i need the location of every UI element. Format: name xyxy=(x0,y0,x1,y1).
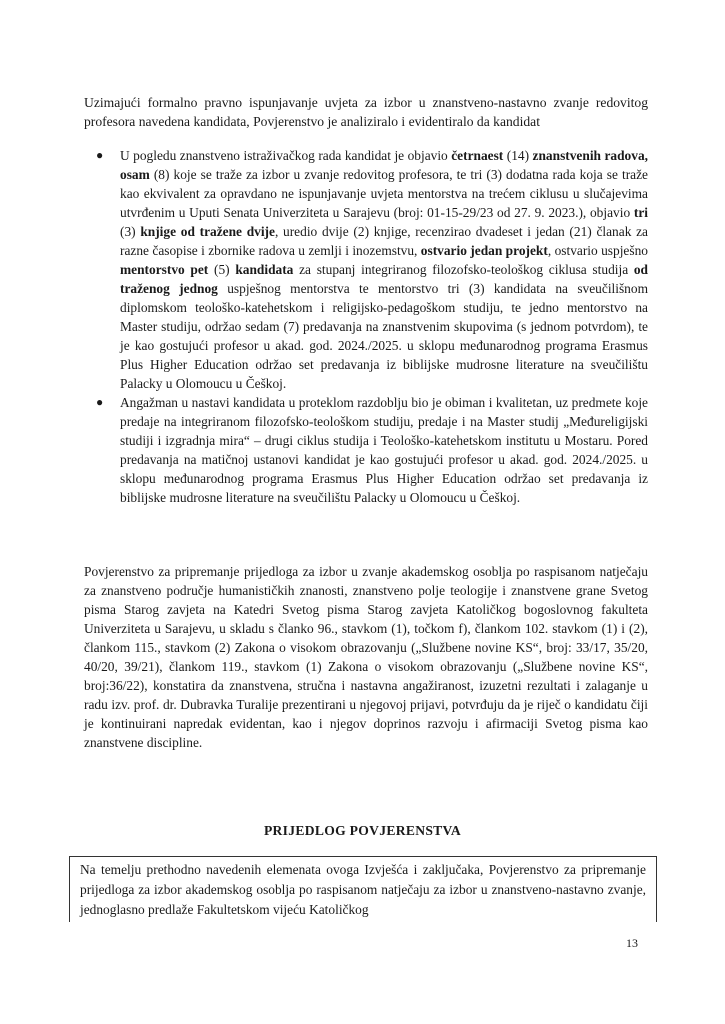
intro-paragraph: Uzimajući formalno pravno ispunjavanje uvjeta za izbor u znanstveno-nastavno zvanje redovitog profesora navedena kandidata, Povjerenstvo je analiziralo i evidentiralo da kandidat xyxy=(84,95,648,129)
bullet-text-2: Angažman u nastavi kandidata u proteklom razdoblju bio je obiman i kvalitetan, uz predmete koje predaje na integriranom filozofsko-teološkom studiju, predaje i na Master studij „Međureligijski studiji i izgradnja mira“ – drugi ciklus studija i Teološko-katehetskom institutu u Mostaru. Pored predavanja na matičnoj ustanovi kandidat je kao gostujući profesor u akad. god. 2024./2025. u sklopu međunarodnog programa Erasmus Plus Higher Education održao set predavanja iz biblijske mudrosne literature na sveučilištu Palacky u Olomoucu u Češkoj. xyxy=(120,395,648,505)
section-title: PRIJEDLOG POVJERENSTVA xyxy=(263,823,462,838)
committee-conclusion-paragraph: Povjerenstvo za pripremanje prijedloga za izbor u zvanje akademskog osoblja po raspisanom natječaju za znanstveno područje humanističkih znanosti, znanstveno polje teologije i znanstvene grane Svetog pisma Starog zavjeta na Katedri Svetog pisma Starog zavjeta Katoličkog bogoslovnog fakulteta Univerziteta u Sarajevu, u skladu s članko 96., stavkom (1), točkom f), člankom 102. stavkom (1) i (2), člankom 115., stavkom (2) Zakona o visokom obrazovanju („Službene novine KS“, broj: 33/17, 35/20, 40/20, 39/21), člankom 119., stavkom (1) Zakona o visokom obrazovanju („Službene novine KS“, broj:36/22), konstatira da znanstvena, stručna i nastavna angažiranost, izuzetni rezultati i zalaganje u radu izv. prof. dr. Dubravka Turalije prezentirani u njegovoj prijavi, potvrđuju da je riječ o kandidatu čiji je kontinuirani napredak evidentan, kao i njegov doprinos razvoju i afirmaciji Svetog pisma kao znanstvene discipline. xyxy=(84,564,648,750)
list-item xyxy=(84,393,648,507)
findings-list xyxy=(84,146,648,507)
proposal-box: Na temelju prethodno navedenih elemenata ovoga Izvješća i zaključaka, Povjerenstvo za pripremanje prijedloga za izbor akademskog osoblja po raspisanom natječaju za izbor u znanstveno-nastavno zvanje, jednoglasno predlaže Fakultetskom vijeću Katoličkog xyxy=(69,856,657,922)
list-item xyxy=(84,146,648,393)
bullet-icon: ● xyxy=(96,148,104,162)
bullet-text-1: U pogledu znanstveno istraživačkog rada kandidat je objavio četrnaest (14) znanstvenih radova, osam (8) koje se traže za izbor u zvanje redovitog profesora, te tri (3) dodatna rada koja se traže kao ekvivalent za opravdano ne ispunjavanje uvjeta mentorstva na trećem ciklusu u slučajevima utvrđenim u Uputi Senata Univerziteta u Sarajevu (broj: 01-15-29/23 od 27. 9. 2023.), objavio tri (3) knjige od tražene dvije, uredio dvije (2) knjige, recenzirao dvadeset i jedan (21) članak za razne časopise i zbornike radova u zemlji i inozemstvu, ostvario jedan projekt, ostvario uspješno mentorstvo pet (5) kandidata za stupanj integriranog filozofsko-teološkog ciklusa studija od traženog jednog uspješnog mentorstva te mentorstvo tri (3) kandidata na sveučilišnom diplomskom teološko-katehetskom i religijsko-pedagoškom studiju, te jedno mentorstvo na Master studiju, održao sedam (7) predavanja na znanstvenim skupovima (s jednom potvrdom), te je kao gostujući profesor u akad. god. 2024./2025. u sklopu međunarodnog programa Erasmus Plus Higher Education održao set predavanja iz biblijske mudrosne literature na sveučilištu Palacky u Olomoucu u Češkoj. xyxy=(120,148,649,391)
bullet-icon: ● xyxy=(96,395,104,409)
page-number: 13 xyxy=(626,936,638,950)
